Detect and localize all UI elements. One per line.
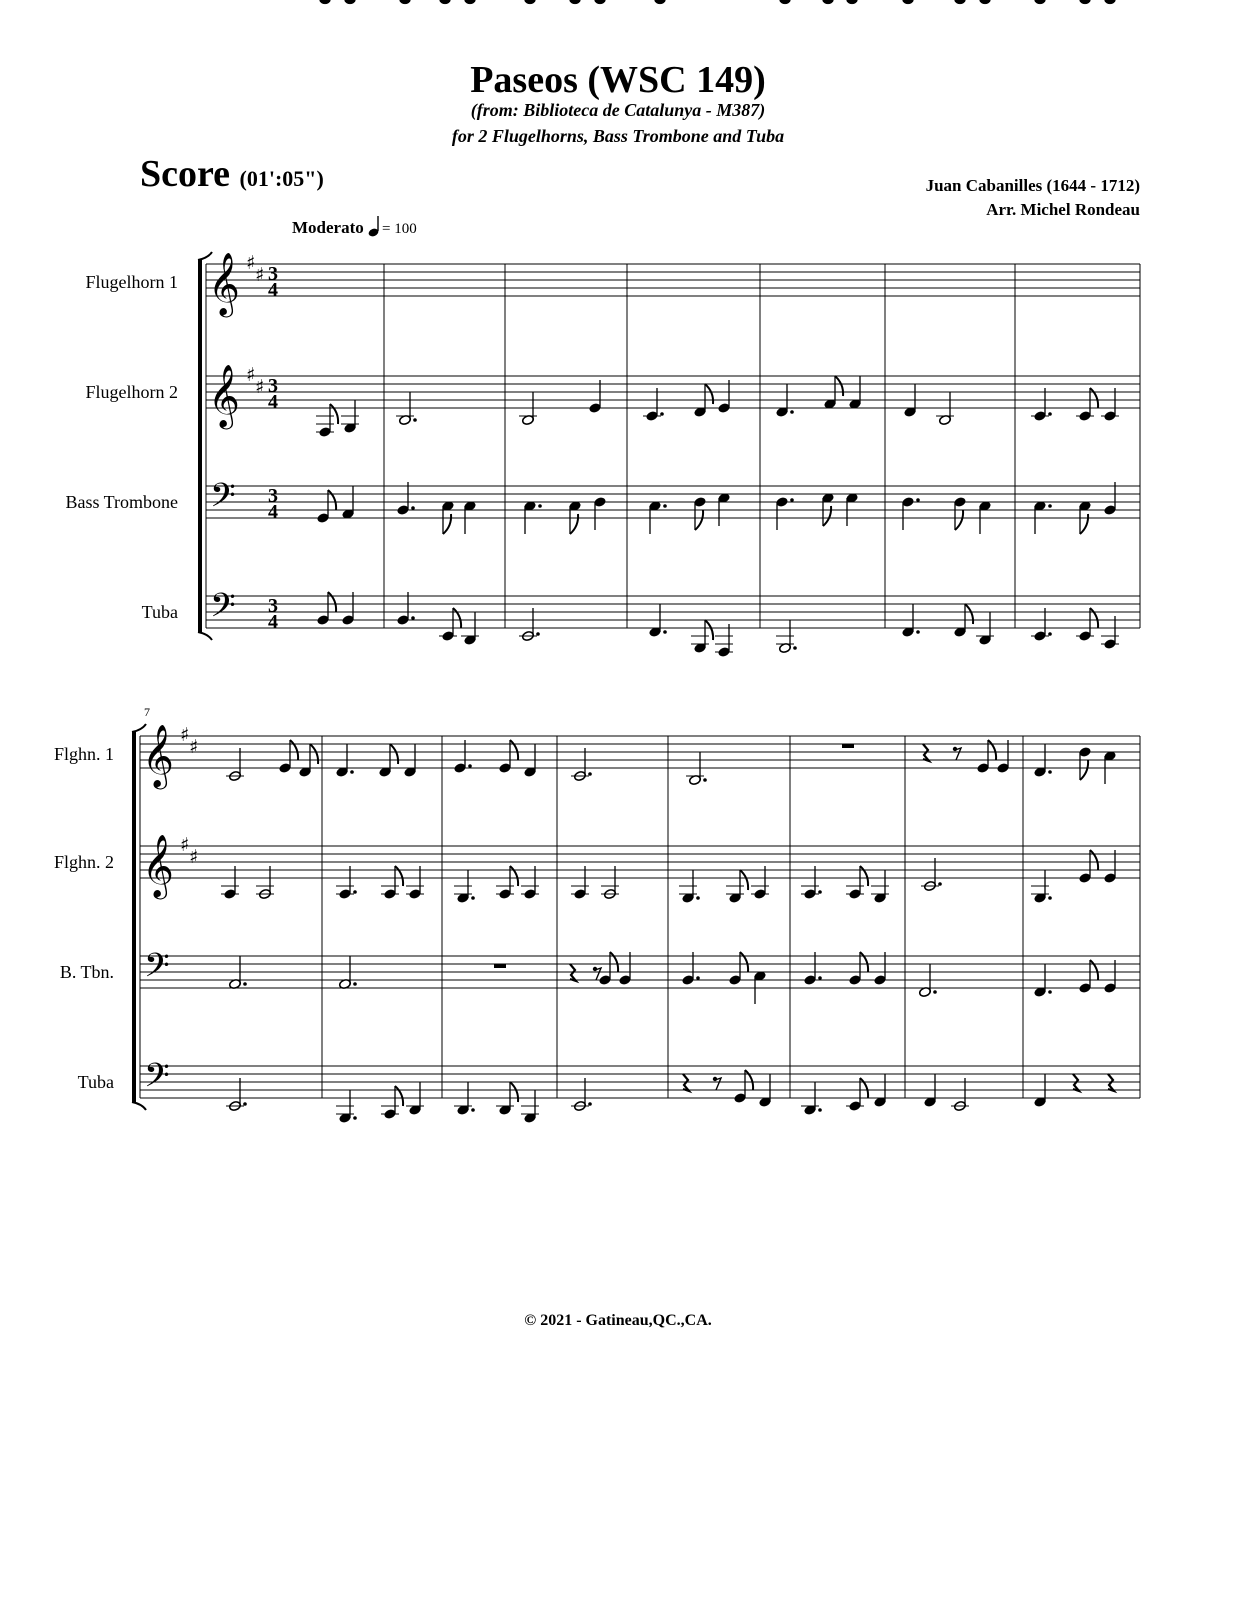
score-word: Score [140,153,231,195]
time-signature-top: 3 [268,375,278,397]
note-flag [860,1078,868,1098]
eighth-rest [715,1078,721,1090]
note-flag [740,870,748,890]
instrument-label: Flugelhorn 2 [85,382,178,402]
treble-clef-icon: 𝄞 [208,252,240,315]
note-dot [1048,990,1052,994]
measure-number: 7 [144,705,150,719]
whole-rest [494,964,506,968]
system-bracket [132,732,136,1102]
time-signature-bottom: 4 [268,279,278,301]
note-dot [703,778,707,782]
note-dot [353,982,357,986]
tempo-word: Moderato [292,218,364,237]
note-dot [818,976,822,980]
note-flag [860,866,868,886]
tempo-bpm: = 100 [382,221,417,237]
note-dot [933,990,937,994]
score-instrumentation: for 2 Flugelhorns, Bass Trombone and Tuba [451,126,785,146]
instrument-label: Tuba [77,1072,114,1092]
note-flag [510,1082,518,1102]
note-dot [818,1108,822,1112]
sharp-icon: ♯ [180,724,190,746]
eighth-rest [595,968,601,980]
sharp-icon: ♯ [246,364,256,386]
sharp-icon: ♯ [246,252,256,274]
note-flag [1080,760,1088,780]
note-flag [510,866,518,886]
treble-clef-icon: 𝄞 [142,724,174,787]
note-dot [696,896,700,900]
sharp-icon: ♯ [189,736,199,758]
time-signature-bottom: 4 [268,501,278,523]
note-dot [938,882,942,886]
instrument-label: Tuba [141,602,178,622]
note-flag [740,952,748,972]
sharp-icon: ♯ [255,264,265,286]
bass-clef-icon: 𝄢 [210,477,236,523]
sharp-icon: ♯ [189,846,199,868]
note-dot [1048,896,1052,900]
score-source: (from: Biblioteca de Catalunya - M387) [470,100,766,120]
note-flag [390,744,398,764]
note-flag [395,866,403,886]
instrument-label: Flugelhorn 1 [85,272,178,292]
note-dot [350,770,354,774]
bass-clef-icon: 𝄢 [210,587,236,633]
note-dot [353,1116,357,1120]
note-flag [1090,960,1098,980]
time-signature-bottom: 4 [268,391,278,413]
instrument-label: Flghn. 1 [53,744,114,764]
note-dot [243,982,247,986]
instrument-label: Flghn. 2 [53,852,114,872]
note-flag [988,740,996,760]
time-signature-top: 3 [268,595,278,617]
treble-clef-icon: 𝄞 [142,834,174,897]
time-signature-top: 3 [268,263,278,285]
note-flag [310,744,318,764]
note-dot [243,1102,247,1106]
note-dot [471,896,475,900]
note-dot [353,890,357,894]
note-flag [610,952,618,972]
copyright: © 2021 - Gatineau,QC.,CA. [524,1312,712,1329]
note-dot [468,764,472,768]
note-flag [395,1086,403,1106]
sharp-icon: ♯ [255,376,265,398]
system-bracket [132,1102,146,1110]
instrument-label: Bass Trombone [65,492,178,512]
score-duration: (01':05") [239,166,324,191]
note-flag [510,740,518,760]
bass-clef-icon: 𝄢 [144,947,170,993]
note-dot [588,772,592,776]
instrument-label: B. Tbn. [59,962,114,982]
note-flag [860,952,868,972]
time-signature-top: 3 [268,485,278,507]
composer: Juan Cabanilles (1644 - 1712) [925,176,1140,195]
note-flag [290,740,298,760]
bass-clef-icon: 𝄢 [144,1057,170,1103]
note-dot [471,1108,475,1112]
note-dot [696,976,700,980]
treble-clef-icon: 𝄞 [208,364,240,427]
whole-rest [842,744,854,748]
note-dot [588,1102,592,1106]
note-flag [1090,850,1098,870]
note-flag [745,1070,753,1090]
arranger: Arr. Michel Rondeau [986,200,1140,219]
eighth-rest [955,748,961,760]
sharp-icon: ♯ [180,834,190,856]
time-signature-bottom: 4 [268,611,278,633]
score-title: Paseos (WSC 149) [470,59,766,101]
note-dot [818,890,822,894]
note-dot [1048,770,1052,774]
